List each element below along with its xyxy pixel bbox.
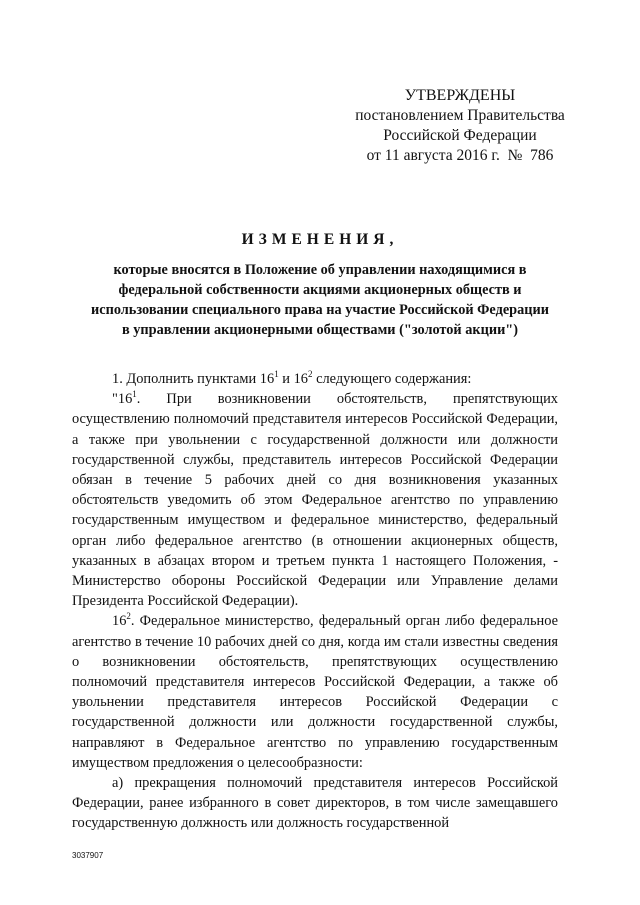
paragraph-a: а) прекращения полномочий представителя интересов Российской Федерации, ранее избранного в совет директоров, в том числе замещавшего государственную должность или должность государственной (72, 775, 558, 832)
superscript: 1 (274, 369, 279, 380)
paragraph-1 (72, 369, 558, 389)
text-run: 1. Дополнить пунктами 16 (112, 371, 275, 387)
subtitle-line: федеральной собственности акциями акционерных обществ и (118, 282, 522, 298)
document-title: ИЗМЕНЕНИЯ, (241, 231, 399, 248)
superscript: 2 (308, 369, 313, 380)
approval-line: постановлением Правительства (355, 107, 565, 124)
subtitle-line: использовании специального права на участие Российской Федерации (91, 302, 549, 318)
text-run: "16 (112, 391, 133, 408)
text-run: . Федеральное министерство, федеральный орган либо федеральное агентство в течение 10 рабочих дней со дня, когда им стали известны сведения о возникновении обстоятельств, препятствующих осуществлению полномочий представителя интересов Российской Федерации, а также об увольнении представителя интересов Российской Федерации с государственной должности или должности государственной службы, направляют в Федеральное агентство по управлению государственным имуществом предложения о целесообразности: (72, 613, 558, 771)
subtitle-line: которые вносятся в Положение об управлении находящимися в (113, 262, 527, 278)
text-run: следующего содержания: (312, 371, 472, 387)
superscript: 1 (132, 389, 137, 400)
document-code: 3037907 (72, 851, 104, 860)
paragraph-16-1 (72, 389, 558, 611)
text-run: 16 (112, 613, 127, 630)
document-body (72, 369, 558, 834)
subtitle-line: в управлении акционерными обществами ("золотой акции") (121, 322, 519, 338)
text-run: и 16 (278, 371, 308, 387)
superscript: 2 (126, 611, 131, 622)
approval-date-number: от 11 августа 2016 г. № 786 (366, 147, 554, 164)
text-run: . При возникновении обстоятельств, препятствующих осуществлению полномочий представителя интересов Российской Федерации, а также при увольнении с государственной должности или должности государственной службы, представитель интересов Российской Федерации обязан в течение 5 рабочих дней со дня возникновения указанных обстоятельств уведомить об этом Федеральное агентство по управлению государственным имуществом и федеральное министерство, федеральный орган либо федеральное агентство (в отношении акционерных обществ, указанных в абзацах втором и третьем пункта 1 настоящего Положения, - Министерство обороны Российской Федерации или Управление делами Президента Российской Федерации). (72, 391, 558, 610)
approval-line: Российской Федерации (383, 127, 537, 144)
document-subtitle (60, 260, 580, 340)
paragraph-16-2 (72, 611, 558, 773)
approval-block (340, 86, 580, 166)
approval-heading: УТВЕРЖДЕНЫ (404, 87, 516, 104)
